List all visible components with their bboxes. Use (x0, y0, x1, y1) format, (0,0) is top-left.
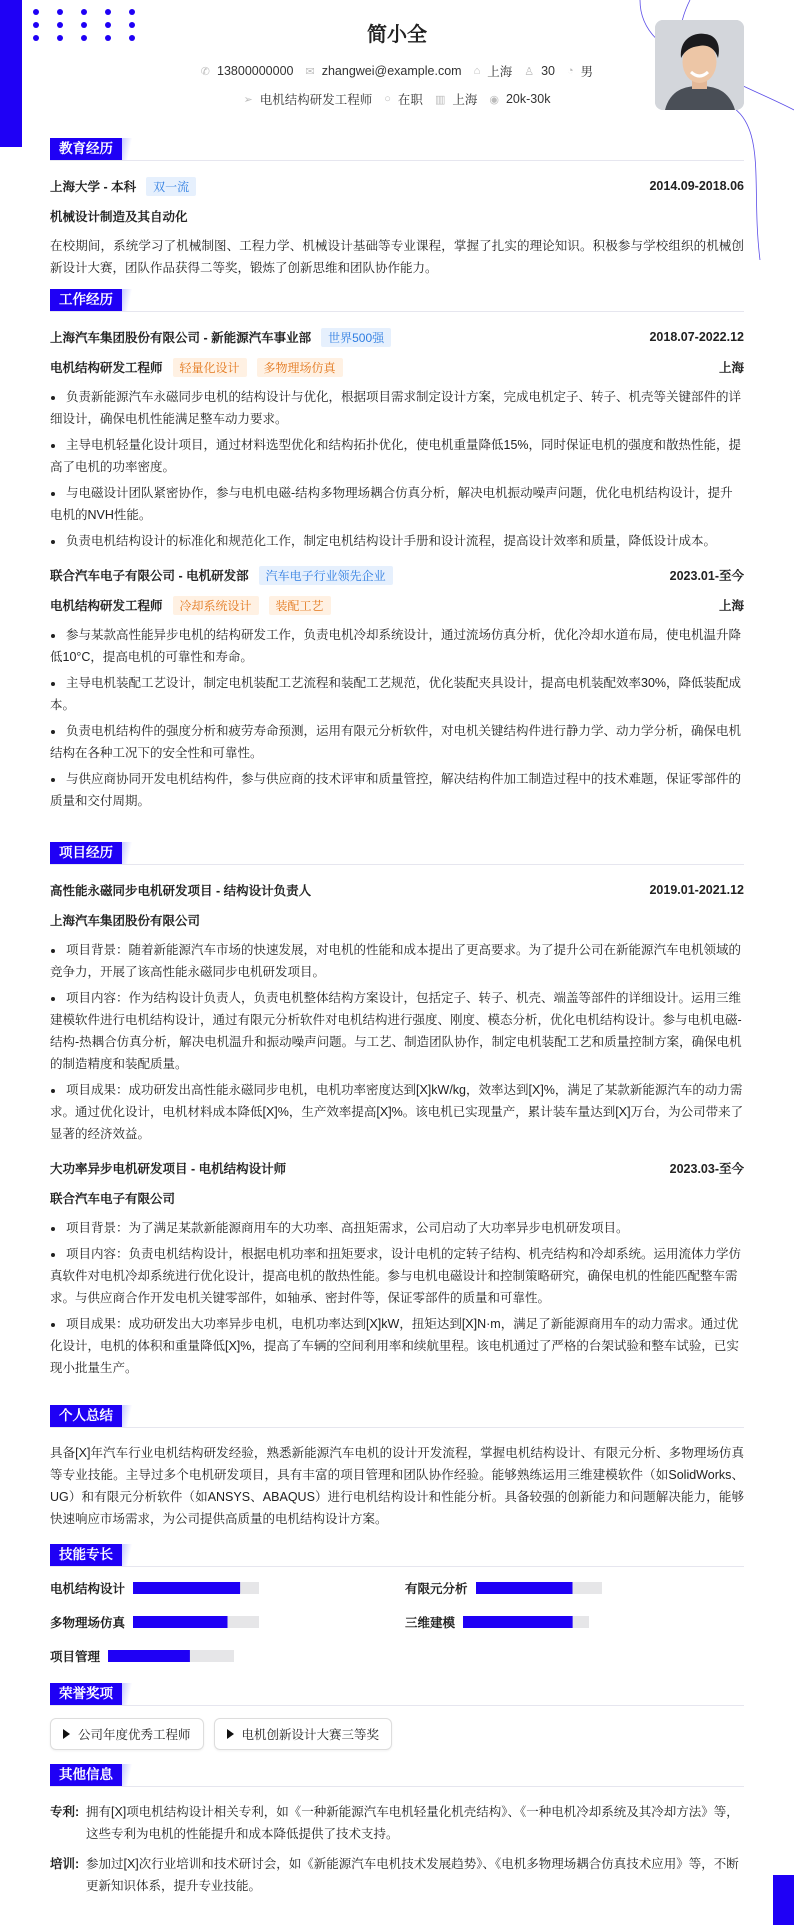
job-city: 上海 (718, 361, 744, 375)
company: 联合汽车电子有限公司 - 电机研发部 (50, 569, 249, 583)
salary-icon: ◉ (489, 93, 499, 106)
skill-item (405, 1579, 744, 1597)
project-entry (50, 879, 744, 1145)
section-skills (50, 1544, 744, 1567)
gender-icon: ◔ (567, 65, 574, 77)
edu-desc: 在校期间，系统学习了机械制图、工程力学、机械设计基础等专业课程，掌握了扎实的理论知识。积极参与学校组织的机械创新设计大赛，团队作品获得二等奖，锻炼了创新思维和团队协作能力。 (50, 239, 744, 275)
skill-bar-fill (133, 1616, 228, 1628)
job-city: 上海 (718, 599, 744, 613)
section-title: 教育经历 (50, 138, 122, 160)
skill-name: 项目管理 (50, 1650, 101, 1664)
list-item: 项目内容：负责电机结构设计，根据电机功率和扭矩要求，设计电机的定转子结构、机壳结构和冷却系统。运用流体力学仿真软件对电机冷却系统进行优化设计，提高电机的散热性能。参与电机电磁设计和控制策略研究，确保电机的性能匹配整车需求。与供应商合作开发电机关键零部件，如轴承、密封件等，保证零部件的质量和可靠性。 (50, 1243, 744, 1309)
skill-tag: 多物理场仿真 (257, 358, 343, 377)
section-title: 荣誉奖项 (50, 1683, 122, 1705)
job-date: 2023.01-至今 (669, 569, 744, 583)
target-position: 电机结构研发工程师 (259, 93, 373, 107)
skill-item (50, 1579, 405, 1597)
project-date: 2023.03-至今 (669, 1162, 744, 1176)
skill-bar (133, 1616, 259, 1628)
email: zhangwei@example.com (321, 64, 462, 78)
company-tag: 世界500强 (321, 328, 391, 347)
job-entry (50, 564, 744, 812)
home-icon: ⌂ (473, 65, 481, 77)
job-intent-row (0, 90, 794, 108)
skills-grid (50, 1579, 744, 1665)
role: 电机结构研发工程师 (50, 361, 163, 375)
skill-bar-fill (476, 1582, 573, 1594)
other-label: 专利: (50, 1805, 80, 1819)
skill-bar (133, 1582, 259, 1594)
section-title: 项目经历 (50, 842, 122, 864)
decorative-corner-block (773, 1875, 794, 1925)
section-title: 其他信息 (50, 1764, 122, 1786)
role: 电机结构研发工程师 (50, 599, 163, 613)
email-icon: ✉ (305, 65, 315, 78)
section-awards (50, 1683, 744, 1706)
status-icon: ○ (384, 93, 391, 105)
award-item (50, 1718, 204, 1750)
triangle-icon (227, 1729, 234, 1739)
skill-bar-fill (133, 1582, 240, 1594)
section-work (50, 289, 744, 312)
building-icon: ▥ (434, 93, 446, 106)
skill-item (50, 1647, 405, 1665)
skill-item (405, 1613, 744, 1631)
skill-bar-fill (463, 1616, 573, 1628)
skill-bar (463, 1616, 589, 1628)
section-title: 工作经历 (50, 289, 122, 311)
skill-name: 三维建模 (405, 1616, 456, 1630)
skill-bar (108, 1650, 234, 1662)
age-icon: ♙ (524, 65, 535, 78)
gender: 男 (580, 65, 594, 79)
skill-name: 有限元分析 (405, 1582, 468, 1596)
section-title: 技能专长 (50, 1544, 122, 1566)
project-name: 大功率异步电机研发项目 - 电机结构设计师 (50, 1162, 287, 1176)
list-item: 负责电机结构件的强度分析和疲劳寿命预测，运用有限元分析软件，对电机关键结构件进行静力学、动力学分析，确保电机结构在各种工况下的安全性和可靠性。 (50, 720, 744, 764)
target-city: 上海 (452, 93, 478, 107)
section-projects (50, 842, 744, 865)
list-item: 主导电机轻量化设计项目，通过材料选型优化和结构拓扑优化，使电机重量降低15%，同时保证电机的强度和散热性能，提高了电机的功率密度。 (50, 434, 744, 478)
project-date: 2019.01-2021.12 (649, 883, 744, 897)
other-text: 参加过[X]次行业培训和技术研讨会，如《新能源汽车电机技术发展趋势》、《电机多物理场耦合仿真技术应用》等，不断更新知识体系，提升专业技能。 (86, 1857, 739, 1893)
edu-date: 2014.09-2018.06 (649, 179, 744, 193)
phone-icon: ✆ (200, 65, 211, 78)
award-name: 公司年度优秀工程师 (78, 1728, 191, 1742)
company-tag: 汽车电子行业领先企业 (259, 566, 393, 585)
list-item: 参与某款高性能异步电机的结构研发工作，负责电机冷却系统设计，通过流场仿真分析，优化冷却水道布局，使电机温升降低10°C，提高电机的可靠性和寿命。 (50, 624, 744, 668)
project-entry (50, 1157, 744, 1379)
list-item: 项目成果：成功研发出大功率异步电机，电机功率达到[X]kW，扭矩达到[X]N·m，满足了新能源商用车的动力需求。通过优化设计，电机的体积和重量降低[X]%，提高了车辆的空间利用率和续航里程。该电机通过了严格的台架试验和整车试验，已实现小批量生产。 (50, 1313, 744, 1379)
school-tag: 双一流 (146, 177, 196, 196)
list-item: 项目背景：为了满足某款新能源商用车的大功率、高扭矩需求，公司启动了大功率异步电机研发项目。 (50, 1217, 744, 1239)
section-education (50, 138, 744, 161)
triangle-icon (63, 1729, 70, 1739)
skill-item (50, 1613, 405, 1631)
award-name: 电机创新设计大赛三等奖 (241, 1728, 380, 1742)
other-label: 培训: (50, 1857, 80, 1871)
section-summary (50, 1405, 744, 1428)
company: 上海汽车集团股份有限公司 - 新能源汽车事业部 (50, 331, 312, 345)
list-item: 负责电机结构设计的标准化和规范化工作，制定电机结构设计手册和设计流程，提高设计效率和质量，降低设计成本。 (50, 530, 744, 552)
send-icon: ➢ (243, 93, 253, 106)
resume-body (50, 138, 744, 1905)
section-other (50, 1764, 744, 1787)
other-text: 拥有[X]项电机结构设计相关专利，如《一种新能源汽车电机轻量化机壳结构》、《一种电机冷却系统及其冷却方法》等，这些专利为电机的性能提升和成本降低提供了技术支持。 (86, 1805, 739, 1841)
list-item: 负责新能源汽车永磁同步电机的结构设计与优化，根据项目需求制定设计方案，完成电机定子、转子、机壳等关键部件的详细设计，确保电机性能满足整车动力要求。 (50, 386, 744, 430)
summary-text: 具备[X]年汽车行业电机结构研发经验，熟悉新能源汽车电机的设计开发流程，掌握电机结构设计、有限元分析、多物理场仿真等专业技能。主导过多个电机研发项目，具有丰富的项目管理和团队协作经验。能够熟练运用三维建模软件（如SolidWorks、UG）和有限元分析软件（如ANSYS、ABAQUS）进行电机结构设计和性能分析。具备较强的创新能力和问题解决能力，能够快速响应市场需求，为公司提供高质量的电机结构设计方案。 (50, 1446, 744, 1526)
list-item: 项目成果：成功研发出高性能永磁同步电机，电机功率密度达到[X]kW/kg，效率达到[X]%，满足了某款新能源汽车的动力需求。通过优化设计，电机材料成本降低[X]%，生产效率提高[X]%。该电机已实现量产，累计装车量达到[X]万台，为公司带来了显著的经济效益。 (50, 1079, 744, 1145)
age: 30 (541, 64, 556, 78)
job-status: 在职 (397, 93, 423, 107)
list-item: 项目内容：作为结构设计负责人，负责电机整体结构方案设计，包括定子、转子、机壳、端盖等部件的详细设计。运用三维建模软件进行电机结构设计，通过有限元分析软件对电机结构进行强度、刚度、模态分析，优化电机结构设计。参与电机电磁-结构-热耦合仿真分析，解决电机温升和振动噪声问题。与工艺、制造团队协作，制定电机装配工艺和质量控制方案，确保电机的制造精度和装配质量。 (50, 987, 744, 1075)
city: 上海 (487, 65, 513, 79)
phone: 13800000000 (217, 64, 294, 78)
project-company: 联合汽车电子有限公司 (50, 1192, 176, 1206)
candidate-name: 简小全 (367, 24, 427, 46)
project-company: 上海汽车集团股份有限公司 (50, 914, 201, 928)
skill-tag: 轻量化设计 (173, 358, 247, 377)
skill-tag: 装配工艺 (269, 596, 331, 615)
section-title: 个人总结 (50, 1405, 122, 1427)
job-entry (50, 326, 744, 552)
award-item (214, 1718, 393, 1750)
skill-name: 电机结构设计 (50, 1582, 126, 1596)
salary: 20k-30k (505, 92, 551, 106)
school: 上海大学 - 本科 (50, 180, 137, 194)
list-item: 与电磁设计团队紧密协作，参与电机电磁-结构多物理场耦合仿真分析，解决电机振动噪声问题，优化电机结构设计，提升电机的NVH性能。 (50, 482, 744, 526)
contact-row (0, 62, 794, 80)
skill-name: 多物理场仿真 (50, 1616, 126, 1630)
skill-bar (476, 1582, 602, 1594)
other-item (50, 1853, 744, 1897)
list-item: 项目背景：随着新能源汽车市场的快速发展，对电机的性能和成本提出了更高要求。为了提升公司在新能源汽车电机领域的竞争力，开展了该高性能永磁同步电机研发项目。 (50, 939, 744, 983)
skill-tag: 冷却系统设计 (173, 596, 259, 615)
list-item: 与供应商协同开发电机结构件，参与供应商的技术评审和质量管控，解决结构件加工制造过程中的技术难题，保证零部件的质量和交付周期。 (50, 768, 744, 812)
other-item (50, 1801, 744, 1845)
project-name: 高性能永磁同步电机研发项目 - 结构设计负责人 (50, 884, 312, 898)
list-item: 主导电机装配工艺设计，制定电机装配工艺流程和装配工艺规范，优化装配夹具设计，提高电机装配效率30%，降低装配成本。 (50, 672, 744, 716)
skill-bar-fill (108, 1650, 190, 1662)
job-date: 2018.07-2022.12 (649, 330, 744, 344)
major: 机械设计制造及其自动化 (50, 210, 188, 224)
